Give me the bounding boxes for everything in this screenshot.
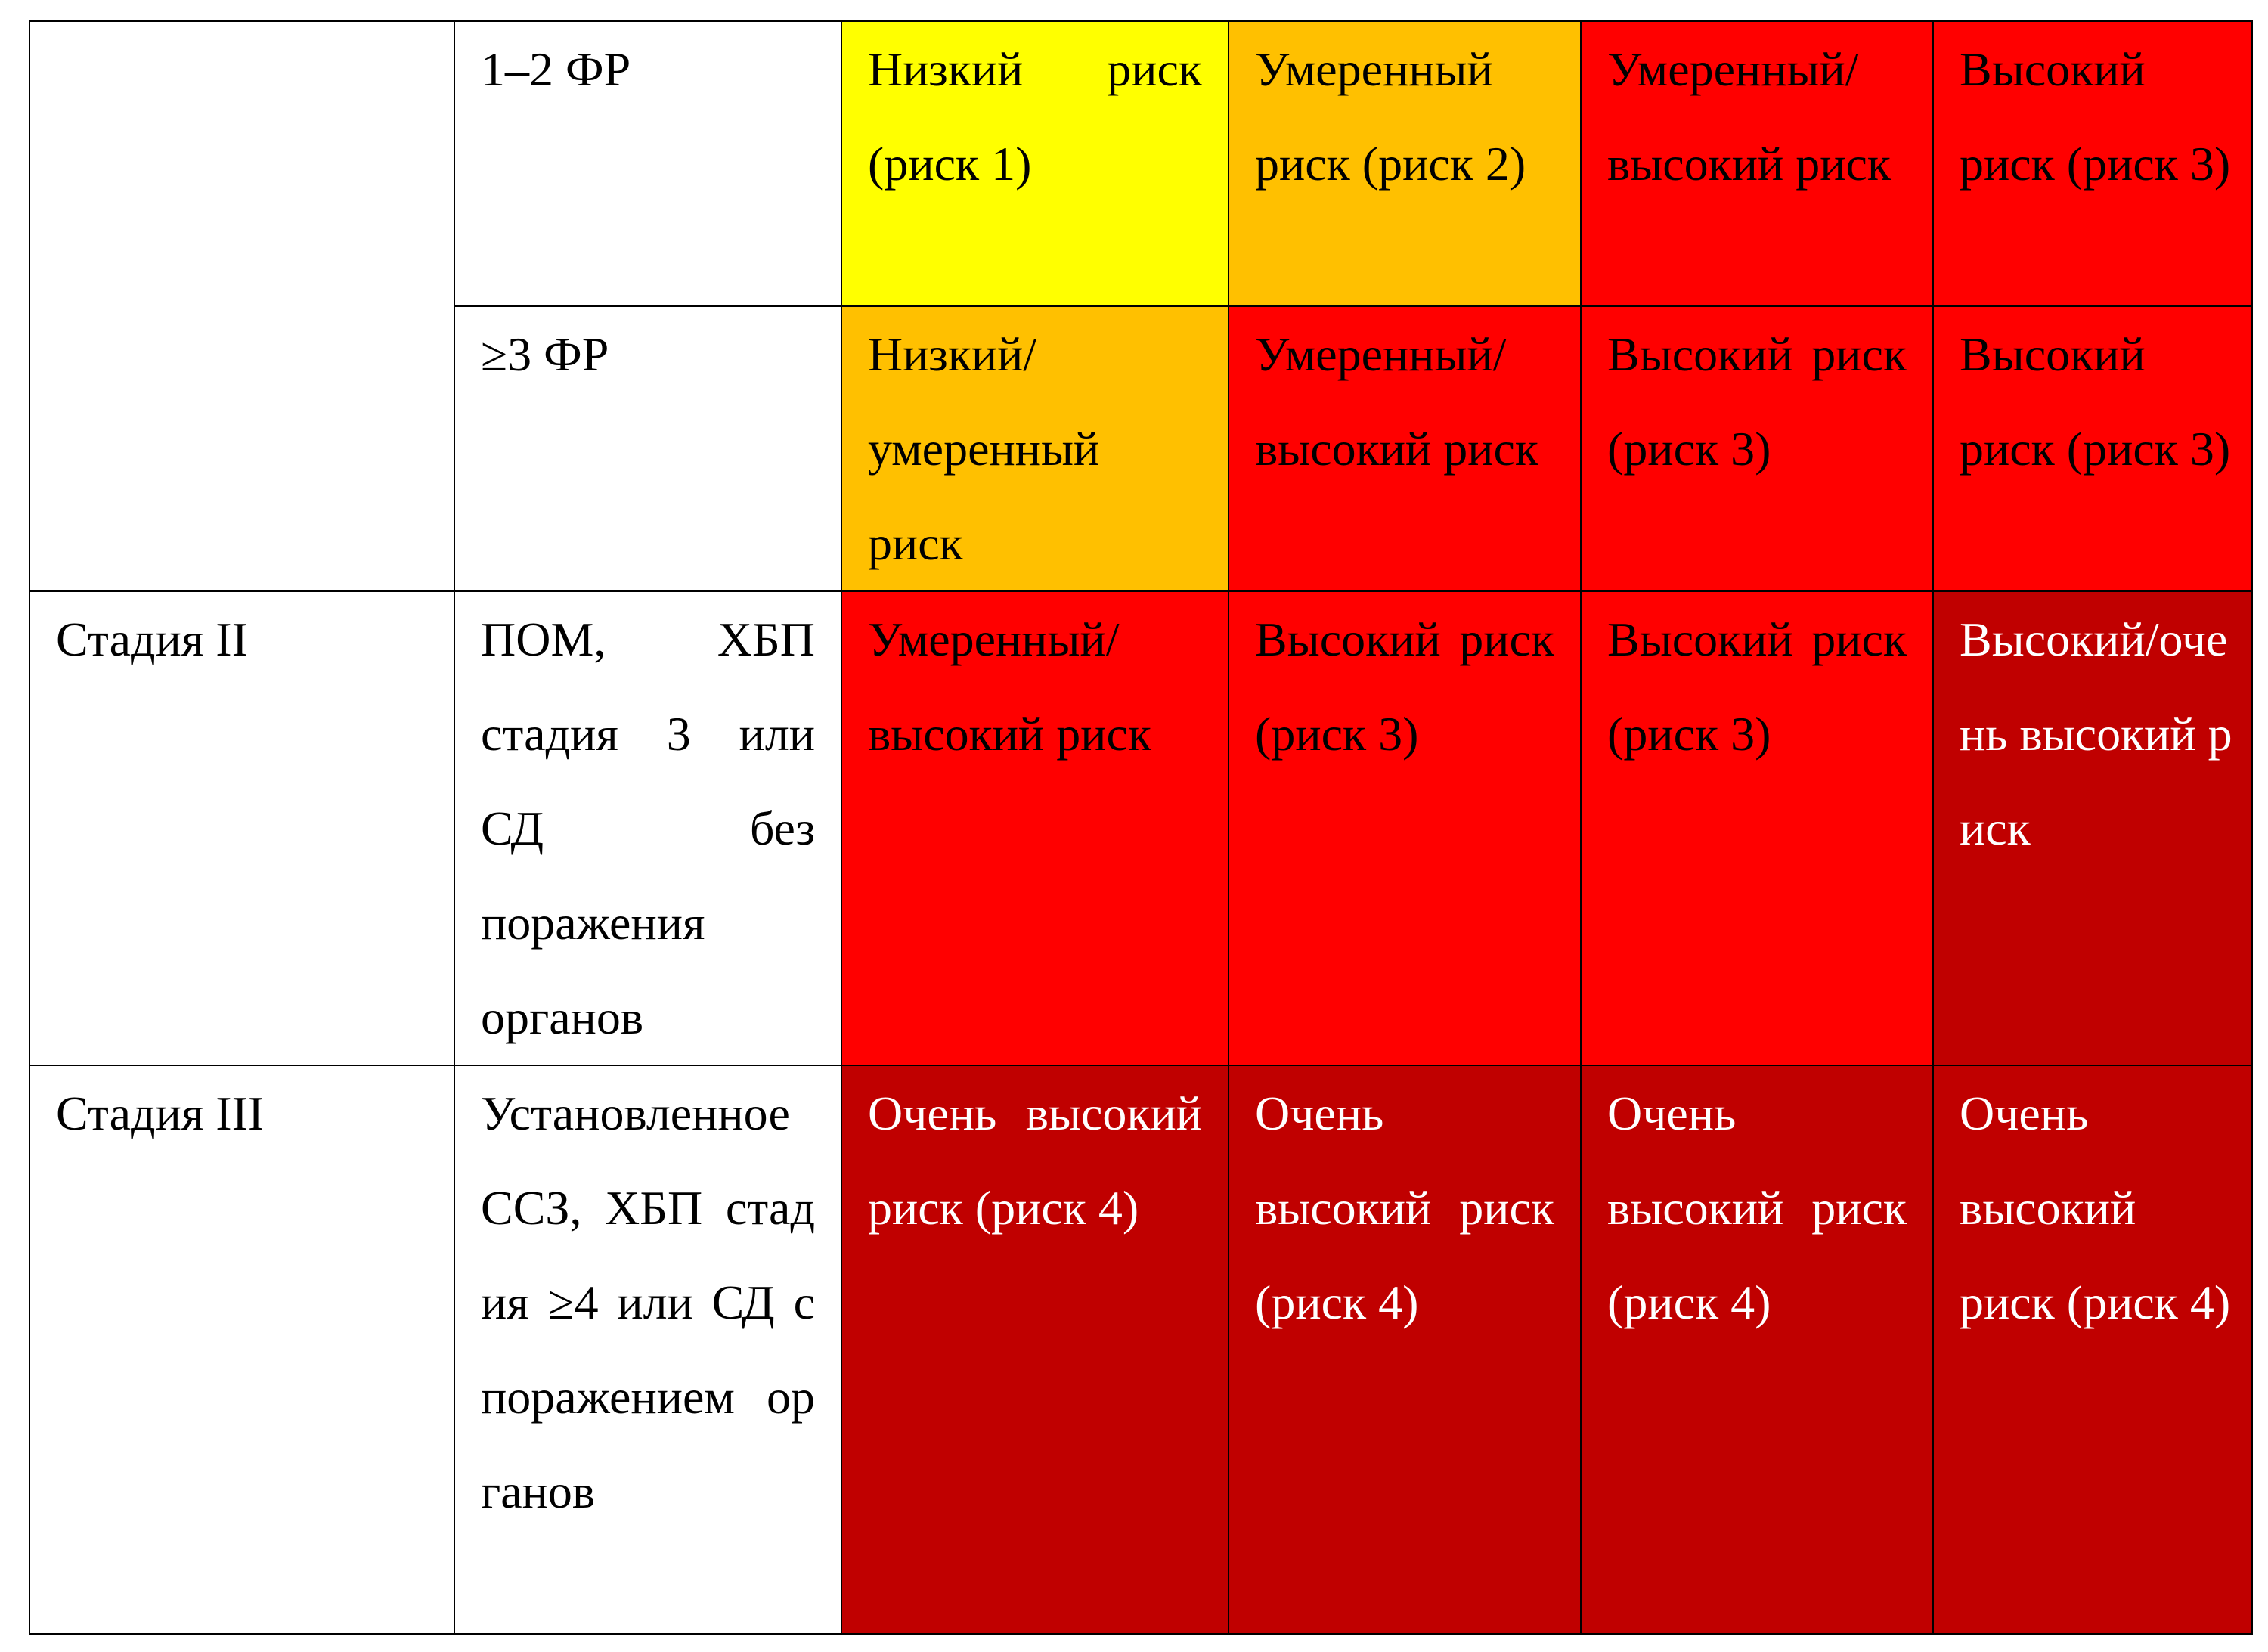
risk-cell: Высокий риск (риск 3) <box>1933 21 2252 306</box>
risk-cell: Очень высокий риск (риск 4) <box>841 1065 1228 1634</box>
stage-cell: Стадия III <box>29 1065 454 1634</box>
risk-cell: Умеренный/ высокий риск <box>1228 306 1581 591</box>
risk-cell: Очень высокий риск (риск 4) <box>1581 1065 1933 1634</box>
table-row <box>29 21 2252 306</box>
condition-cell: ≥3 ФР <box>454 306 841 591</box>
risk-table <box>29 20 2253 1635</box>
risk-cell: Очень высокий риск (риск 4) <box>1933 1065 2252 1634</box>
risk-cell: Умеренный/ высокий риск <box>841 591 1228 1065</box>
risk-cell: Высокий риск (риск 3) <box>1933 306 2252 591</box>
risk-cell: Высокий риск (риск 3) <box>1581 591 1933 1065</box>
risk-cell: Умеренный/ высокий риск <box>1581 21 1933 306</box>
table-row <box>29 591 2252 1065</box>
condition-cell: Установленное ССЗ, ХБП стадия ≥4 или СД с поражением органов <box>454 1065 841 1634</box>
table-row <box>29 1065 2252 1634</box>
risk-cell: Высокий риск (риск 3) <box>1228 591 1581 1065</box>
risk-cell: Очень высокий риск (риск 4) <box>1228 1065 1581 1634</box>
risk-cell: Высокий/очень высокий риск <box>1933 591 2252 1065</box>
risk-cell: Низкий риск (риск 1) <box>841 21 1228 306</box>
risk-cell: Высокий риск (риск 3) <box>1581 306 1933 591</box>
stage-cell: Стадия II <box>29 591 454 1065</box>
condition-cell: 1–2 ФР <box>454 21 841 306</box>
risk-cell: Умеренный риск (риск 2) <box>1228 21 1581 306</box>
risk-cell: Низкий/ умеренный риск <box>841 306 1228 591</box>
condition-cell: ПОМ, ХБП стадия 3 или СД без поражения органов <box>454 591 841 1065</box>
stage-cell <box>29 21 454 591</box>
